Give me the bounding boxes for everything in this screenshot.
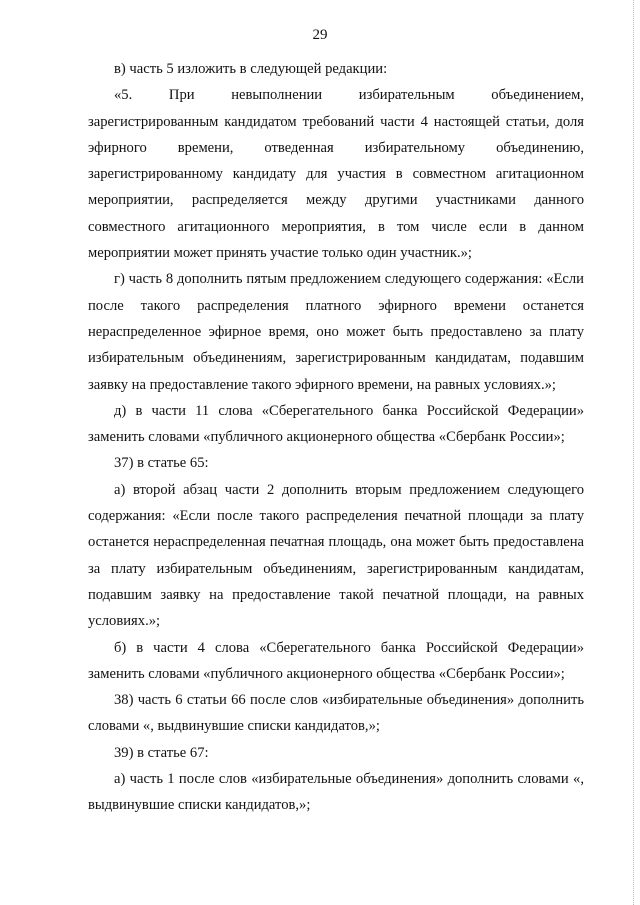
page-number: 29 [312, 27, 328, 43]
paragraph-b-part4: б) в части 4 слова «Сберегательного банка Российской Федерации» заменить словами «публичного акционерного общества «Сбербанк России»; [88, 639, 584, 682]
paragraph-item-37: 37) в статье 65: [114, 455, 209, 472]
paragraph-item-38: 38) часть 6 статьи 66 после слов «избирательные объединения» дополнить словами «, выдвинувшие списки кандидатов,»; [88, 692, 584, 735]
document-body [88, 56, 584, 819]
paragraph-g-part8: г) часть 8 дополнить пятым предложением следующего содержания: «Если после такого распределения платного эфирного времени останется нераспределенное эфирное время, оно может быть предоставлено за плату избирательным объединениям, зарегистрированным кандидатам, подавшим заявку на предоставление такого эфирного времени, на равных условиях.»; [88, 271, 584, 393]
paragraph-a-part1: а) часть 1 после слов «избирательные объединения» дополнить словами «, выдвинувшие списки кандидатов,»; [88, 771, 584, 814]
paragraph-a-part2: а) второй абзац части 2 дополнить вторым предложением следующего содержания: «Если после такого распределения печатной площади за плату останется нераспределенная печатная площадь, она может быть предоставлена за плату избирательным объединениям, зарегистрированным кандидатам, подавшим заявку на предоставление такой печатной площади, на равных условиях.»; [88, 481, 584, 630]
page-edge-line [632, 0, 634, 905]
paragraph-item-39: 39) в статье 67: [114, 744, 209, 761]
paragraph-v-part5: в) часть 5 изложить в следующей редакции: [114, 61, 388, 77]
paragraph-d-part11: д) в части 11 слова «Сберегательного банка Российской Федерации» заменить словами «публичного акционерного общества «Сбербанк России»; [88, 402, 584, 446]
paragraph-part5-text: «5. При невыполнении избирательным объединением, зарегистрированным кандидатом требований части 4 настоящей статьи, доля эфирного времени, отведенная избирательному объединению, зарегистрированному кандидату для участия в совместном агитационном мероприятии, распределяется между другими участниками данного совместного агитационного мероприятия, в том числе если в данном мероприятии может принять участие только один участник.»; [88, 87, 584, 262]
